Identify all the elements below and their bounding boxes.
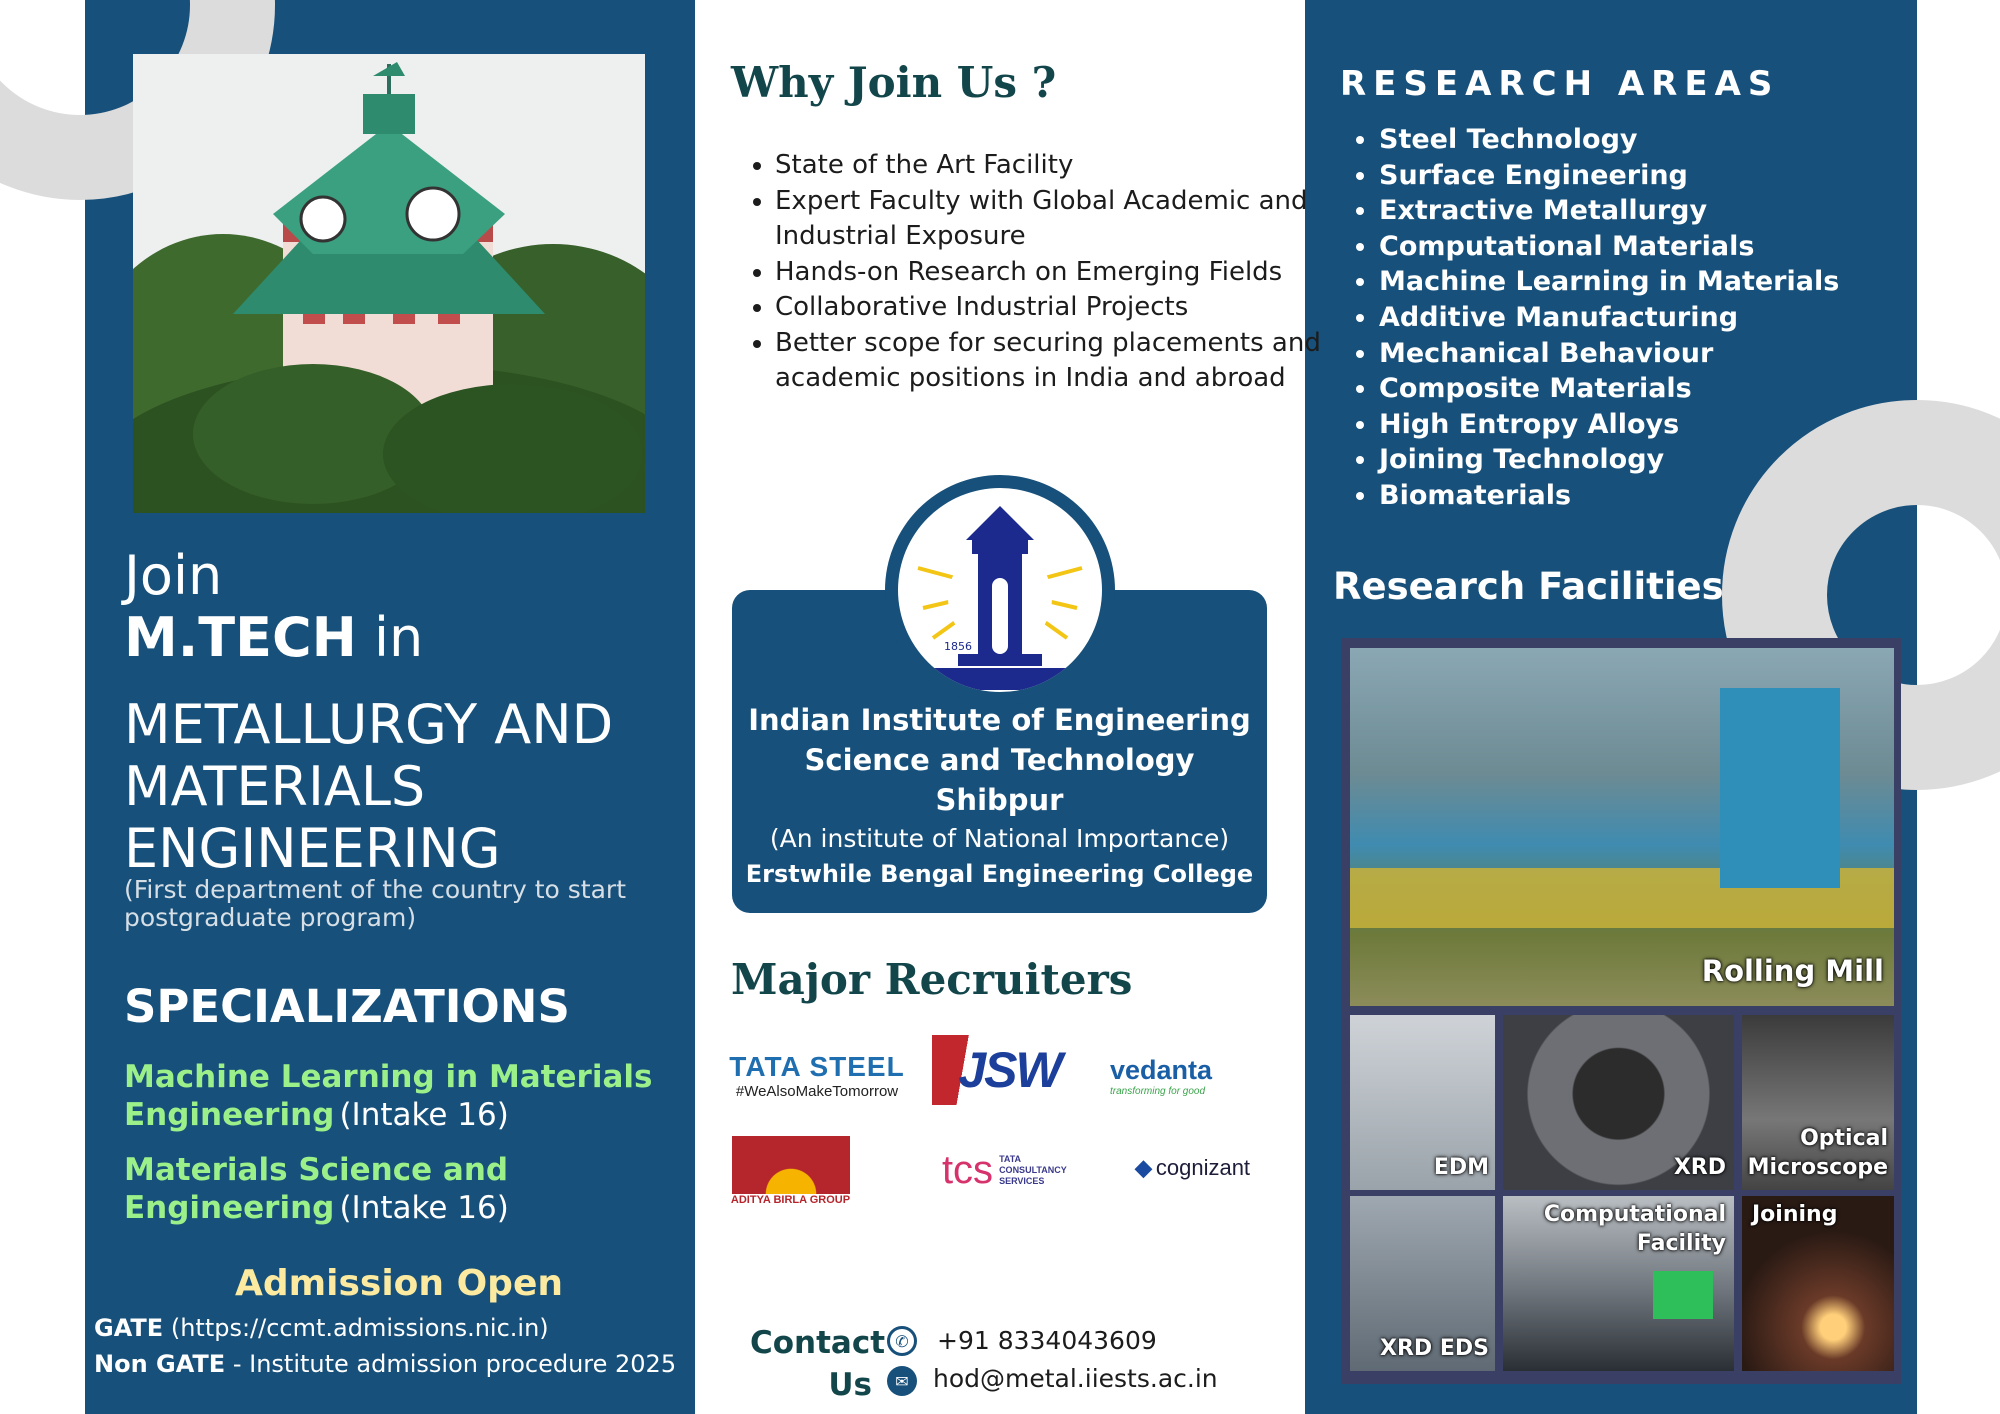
specialization-name-line-2: Engineering xyxy=(124,1097,335,1133)
department-title-line-2: MATERIALS xyxy=(124,755,426,818)
recruiter-name: tcs xyxy=(941,1147,994,1192)
phone-number[interactable]: +91 8334043609 xyxy=(937,1326,1157,1355)
specialization-name-line-1: Materials Science and xyxy=(124,1152,509,1188)
recruiter-name: cognizant xyxy=(1155,1155,1251,1180)
admission-gate-line xyxy=(94,1314,549,1342)
institute-name-line-3: Shibpur xyxy=(935,783,1064,817)
xrd-photo xyxy=(1503,1015,1734,1190)
tata-steel-logo xyxy=(722,1045,912,1105)
facility-label xyxy=(1544,1200,1726,1258)
recruiter-tagline: TATA CONSULTANCY SERVICES xyxy=(999,1153,1067,1186)
aditya-birla-logo xyxy=(718,1132,863,1210)
list-item: • Biomaterials xyxy=(1379,478,1839,514)
list-item: • State of the Art Facility xyxy=(775,148,1325,184)
specialization-name-line-2: Engineering xyxy=(124,1190,335,1226)
institute-erstwhile: Erstwhile Bengal Engineering College xyxy=(745,860,1254,888)
admission-text: (https://ccmt.admissions.nic.in) xyxy=(170,1314,549,1342)
optical-microscope-photo xyxy=(1742,1015,1894,1190)
list-item: • Collaborative Industrial Projects xyxy=(775,290,1325,326)
cognizant-logo xyxy=(1120,1148,1265,1188)
facility-label: XRD xyxy=(1673,1155,1726,1180)
contact-label-line-1: Contact xyxy=(750,1325,886,1361)
email-icon: ✉ xyxy=(887,1366,917,1396)
join-text: Join xyxy=(124,544,223,607)
program-line xyxy=(124,608,423,668)
department-title-line-1: METALLURGY AND xyxy=(124,693,614,756)
list-item: • Expert Faculty with Global Academic and Industrial Exposure xyxy=(775,184,1325,255)
department-note: (First department of the country to start postgraduate program) xyxy=(124,875,627,932)
contact-label xyxy=(750,1322,886,1406)
list-item: • Machine Learning in Materials xyxy=(1379,264,1839,300)
research-areas-title: RESEARCH AREAS xyxy=(1340,64,1780,104)
in-text: in xyxy=(373,606,424,669)
research-areas-list xyxy=(1335,122,1839,514)
phone-icon: ✆ xyxy=(887,1326,917,1356)
admission-heading: Admission Open xyxy=(235,1263,563,1304)
facility-label: Rolling Mill xyxy=(1701,954,1884,988)
admission-label: GATE xyxy=(94,1314,164,1342)
department-title-line-3: ENGINEERING xyxy=(124,817,501,880)
institute-name-line-1: Indian Institute of Engineering xyxy=(748,703,1251,737)
list-item: • High Entropy Alloys xyxy=(1379,407,1839,443)
institute-name-line-2: Science and Technology xyxy=(804,743,1195,777)
list-item: • Composite Materials xyxy=(1379,371,1839,407)
admission-text: - Institute admission procedure 2025 xyxy=(232,1350,677,1378)
contact-label-line-2: Us xyxy=(828,1367,872,1403)
rolling-mill-photo xyxy=(1350,648,1894,1006)
list-item: • Better scope for securing placements and academic positions in India and abroad xyxy=(775,326,1325,397)
cognizant-mark-icon: ◆ xyxy=(1134,1155,1152,1180)
recruiter-tagline: #WeAlsoMakeTomorrow xyxy=(735,1082,899,1100)
program-name: M.TECH xyxy=(124,606,357,669)
facility-label xyxy=(1748,1124,1888,1182)
admission-nongate-line xyxy=(94,1350,676,1378)
list-item: • Hands-on Research on Emerging Fields xyxy=(775,255,1325,291)
why-join-title: Why Join Us ? xyxy=(731,58,1057,107)
email-address[interactable]: hod@metal.iiests.ac.in xyxy=(933,1364,1218,1393)
edm-photo xyxy=(1350,1015,1495,1190)
list-item: • Surface Engineering xyxy=(1379,158,1839,194)
specialization-item xyxy=(124,1058,684,1139)
computational-facility-photo xyxy=(1503,1196,1734,1371)
recruiter-name: ADITYA BIRLA GROUP xyxy=(730,1194,851,1206)
research-facilities-title: Research Facilities xyxy=(1333,565,1724,608)
vedanta-logo xyxy=(1110,1050,1300,1102)
joining-photo xyxy=(1742,1196,1894,1371)
specialization-item xyxy=(124,1151,684,1232)
list-item: • Mechanical Behaviour xyxy=(1379,336,1839,372)
admission-label: Non GATE xyxy=(94,1350,226,1378)
list-item: • Extractive Metallurgy xyxy=(1379,193,1839,229)
institute-name xyxy=(732,700,1267,820)
tcs-logo xyxy=(924,1145,1079,1195)
institute-logo xyxy=(898,488,1102,692)
list-item: • Steel Technology xyxy=(1379,122,1839,158)
specialization-intake: (Intake 16) xyxy=(339,1190,509,1226)
facility-label: Joining xyxy=(1752,1202,1838,1227)
facility-label-line-1: Computational xyxy=(1543,1202,1726,1227)
aditya-birla-emblem xyxy=(732,1136,850,1194)
why-join-list xyxy=(735,148,1325,397)
monitor-shape xyxy=(1653,1271,1713,1319)
facility-label-line-2: Microscope xyxy=(1747,1155,1888,1180)
jsw-logo xyxy=(932,1035,1087,1105)
list-item: • Computational Materials xyxy=(1379,229,1839,265)
list-item: • Joining Technology xyxy=(1379,442,1839,478)
specialization-name-line-1: Machine Learning in Materials xyxy=(124,1059,653,1095)
list-item: • Additive Manufacturing xyxy=(1379,300,1839,336)
facility-label: EDM xyxy=(1433,1155,1489,1180)
clock-tower-photo xyxy=(133,54,645,513)
institute-subtitle: (An institute of National Importance) xyxy=(769,824,1230,853)
recruiter-name: vedanta xyxy=(1110,1055,1213,1085)
xrd-eds-photo xyxy=(1350,1196,1495,1371)
recruiter-name: TATA STEEL xyxy=(729,1050,905,1082)
facility-label-line-2: Facility xyxy=(1636,1231,1726,1256)
mill-stand-shape xyxy=(1720,688,1840,888)
logo-year: 1856 xyxy=(944,640,972,653)
facility-label: XRD EDS xyxy=(1380,1336,1489,1361)
specialization-intake: (Intake 16) xyxy=(339,1097,509,1133)
recruiters-title: Major Recruiters xyxy=(731,955,1133,1004)
specializations-heading: SPECIALIZATIONS xyxy=(124,980,570,1033)
facility-label-line-1: Optical xyxy=(1800,1126,1888,1151)
recruiter-tagline: transforming for good xyxy=(1110,1086,1206,1097)
recruiter-name: JSW xyxy=(958,1042,1061,1098)
